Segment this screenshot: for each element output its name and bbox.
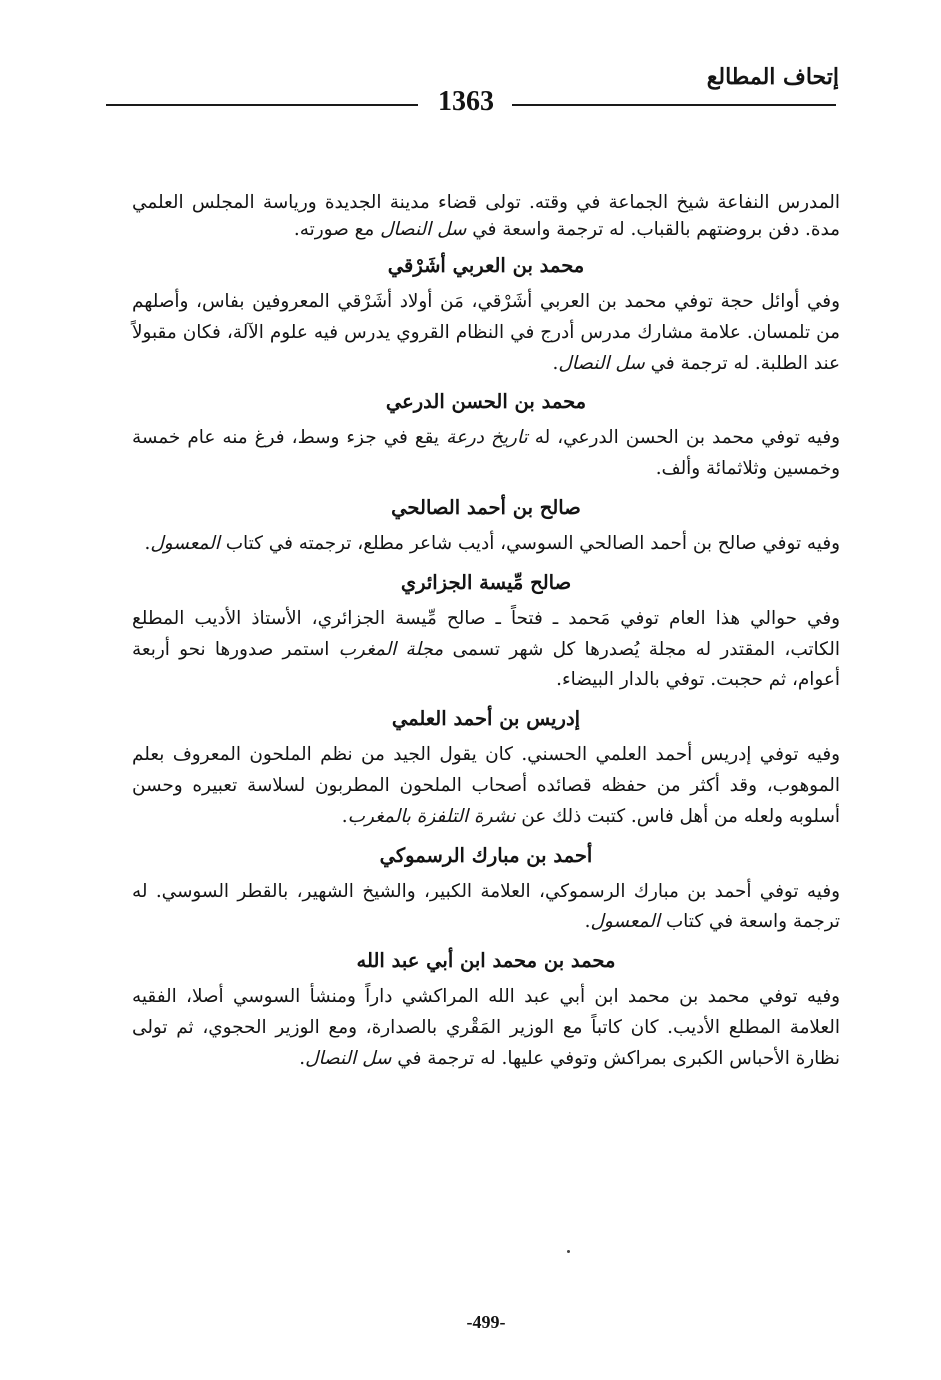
entry-text-end: . bbox=[144, 532, 151, 554]
book-title: المعسول bbox=[150, 532, 220, 554]
footer-page-number: -499- bbox=[466, 1312, 506, 1332]
entry-text: وفيه توفي إدريس أحمد العلمي الحسني. كان يقول الجيد من نظم الملحون المعروف بعلم الموهوب، وقد أكثر من حفظه قصائده أصحاب الملحون المطربون لسلاسة تعبيره وحسن أسلوبه ولعله من أهل فاس. كتبت ذلك عن bbox=[132, 744, 840, 827]
entry bbox=[132, 568, 840, 696]
book-title: نشرة التلفزة بالمغرب bbox=[347, 805, 516, 827]
entry-text: وفي حوالي هذا العام توفي مَحمد ـ فتحاً ـ صالح مِّيسة الجزائري، الأستاذ الأديب المطلع الكاتب، المقتدر له مجلة يُصدرها كل شهر تسمى bbox=[132, 607, 840, 660]
running-header-title: إتحاف المطالع bbox=[706, 64, 839, 90]
entry-text-end: . bbox=[341, 805, 348, 827]
entry-paragraph bbox=[132, 604, 840, 696]
entry-text-end: . bbox=[299, 1047, 306, 1069]
entry-text: وفيه توفي محمد بن محمد ابن أبي عبد الله المراكشي داراً ومنشأ السوسي أصلا، الفقيه العلامة المطلع الأديب. كان كاتباً مع الوزير المَقْري بالصدارة، ومع الوزير الحجوي، ثم تولى نظارة الأحباس الكبرى بمراكش وتوفي عليها. له ترجمة في bbox=[132, 986, 840, 1069]
entry-text-end: . bbox=[584, 911, 591, 933]
header-page-number: 1363 bbox=[438, 86, 494, 117]
entry-paragraph bbox=[132, 982, 840, 1074]
entry-heading: صالح مِّيسة الجزائري bbox=[400, 570, 572, 594]
book-title: سل النصال bbox=[380, 218, 467, 240]
entry-heading: صالح بن أحمد الصالحي bbox=[391, 495, 581, 519]
book-title: سل النصال bbox=[558, 352, 645, 374]
book-title: مجلة المغرب bbox=[338, 638, 444, 660]
entry-text: وفيه توفي أحمد بن مبارك الرسموكي، العلامة الكبير، والشيخ الشهير، بالقطر السوسي. له ترجمة واسعة في كتاب bbox=[132, 880, 840, 933]
entry-paragraph bbox=[132, 877, 840, 939]
entry-paragraph bbox=[132, 423, 840, 485]
book-title: تاريخ درعة bbox=[446, 427, 528, 449]
entry-heading: محمد بن العربي أشَرْقي bbox=[387, 254, 585, 277]
entry bbox=[132, 493, 840, 560]
intro-paragraph bbox=[132, 190, 840, 243]
entry-heading: إدريس بن أحمد العلمي bbox=[391, 707, 581, 731]
print-speck bbox=[567, 1250, 570, 1253]
header-rule-left bbox=[106, 104, 418, 106]
entry-paragraph bbox=[132, 287, 840, 379]
entry bbox=[132, 704, 840, 832]
entry-heading: محمد بن محمد ابن أبي عبد الله bbox=[356, 949, 616, 973]
body-text bbox=[132, 190, 840, 1075]
intro-text-end: مع صورته. bbox=[293, 218, 381, 240]
entry-text-end: استمر صدورها نحو أربعة أعوام، ثم حجبت. توفي بالدار البيضاء. bbox=[132, 638, 840, 691]
entry-text: وفيه توفي صالح بن أحمد الصالحي السوسي، أديب شاعر مطلع، ترجمته في كتاب bbox=[219, 532, 840, 554]
entry bbox=[132, 946, 840, 1074]
book-title: سل النصال bbox=[305, 1047, 392, 1069]
entry-text-end: يقع في جزء وسط، فرغ منه عام خمسة وخمسين وثلاثمائة وألف. bbox=[132, 427, 840, 480]
entry-heading: أحمد بن مبارك الرسموكي bbox=[379, 843, 593, 867]
intro-text: دفن بروضتهم بالقباب. له ترجمة واسعة في bbox=[466, 218, 800, 240]
entry bbox=[132, 251, 840, 379]
entry-text-end: . bbox=[552, 352, 559, 374]
entry-text: وفي أوائل حجة توفي محمد بن العربي أشَرْقي، مَن أولاد أشَرْقي المعروفين بفاس، وأصلهم من تلمسان. علامة مشارك مدرس أدرج في النظام القروي يدرس فيه علوم الآلة، فكان مقبولاً عند الطلبة. له ترجمة في bbox=[132, 291, 840, 374]
entry-text: وفيه توفي محمد بن الحسن الدرعي، له bbox=[527, 427, 840, 449]
header-rule-right bbox=[512, 104, 836, 106]
entry-paragraph bbox=[132, 740, 840, 832]
intro-line-1: المدرس النفاعة شيخ الجماعة في وقته. تولى قضاء مدينة الجديدة ورياسة المجلس العلمي مدة. bbox=[132, 192, 840, 240]
entry bbox=[132, 387, 840, 485]
entry-heading: محمد بن الحسن الدرعي bbox=[385, 390, 587, 414]
entry-paragraph bbox=[132, 529, 840, 560]
intro-line-2 bbox=[294, 219, 799, 240]
book-title: المعسول bbox=[590, 911, 661, 933]
entry bbox=[132, 841, 840, 939]
